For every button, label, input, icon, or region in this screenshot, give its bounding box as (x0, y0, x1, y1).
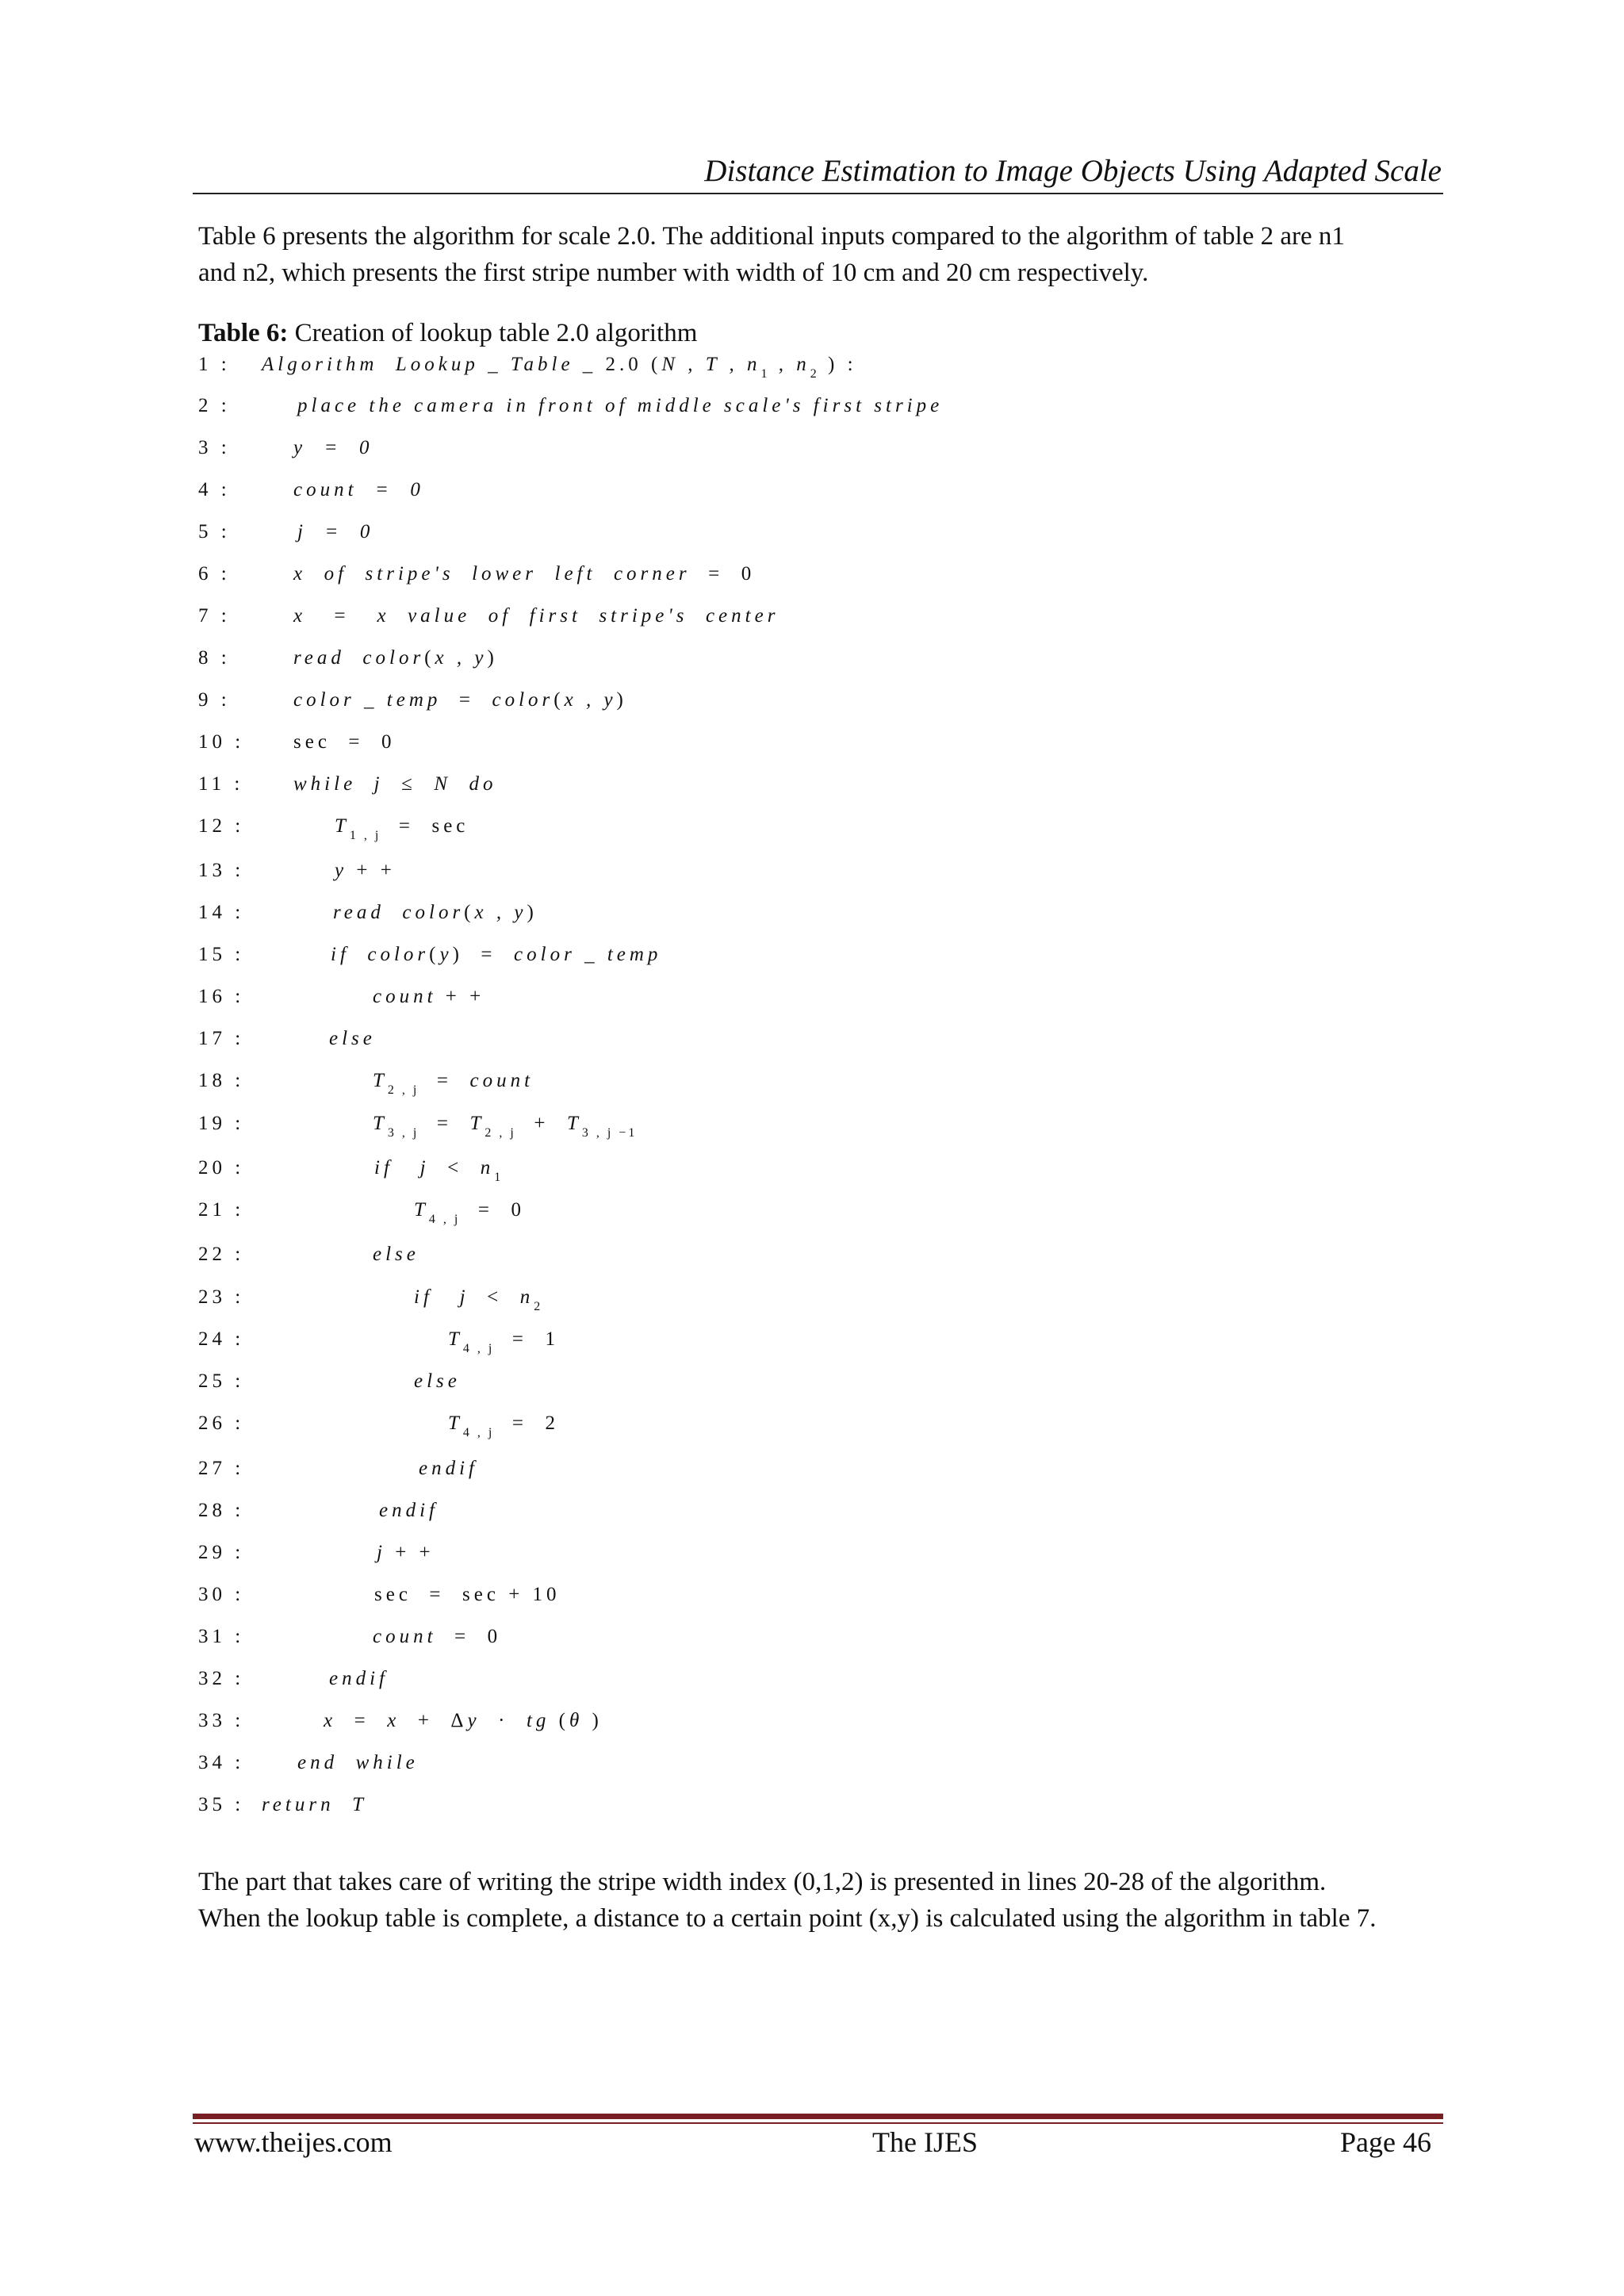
line-code: count = 0 (373, 1626, 502, 1647)
line-code: $T_{4 , j} = 0$ (414, 1199, 525, 1226)
line-number: 27 : (198, 1458, 245, 1479)
line-number: 33 : (198, 1710, 245, 1731)
line-number: 31 : (198, 1626, 245, 1647)
footer-rule-thick (193, 2114, 1443, 2119)
line-code: endif (379, 1500, 439, 1521)
line-code: $T_{4 , j} = 1$ (448, 1328, 559, 1355)
line-code: color _ temp = color(x , y) (293, 689, 627, 711)
line-number: 7 : (198, 605, 231, 627)
intro-line: Table 6 presents the algorithm for scale 2.0. The additional inputs compared to the algorithm of table 2 are n1 (198, 222, 1345, 251)
line-code: count + + (373, 986, 485, 1007)
line-number: 12 : (198, 815, 245, 837)
line-number: 32 : (198, 1668, 245, 1689)
line-code: read color(x , y) (333, 902, 538, 923)
line-code: read color(x , y) (293, 647, 498, 669)
line-code: Algorithm Lookup _ Table _ 2.0 (N , T , $n_1$ , $n_2$ ) : (262, 354, 857, 381)
line-code: while j ≤ N do (293, 773, 497, 795)
line-number: 22 : (198, 1244, 245, 1265)
line-code: sec = 0 (293, 731, 396, 753)
footer-page-number: Page 46 (1340, 2126, 1431, 2158)
line-code: $T_{2 , j}$ = count (373, 1070, 534, 1097)
line-code: $T_{4 , j} = 2$ (448, 1412, 559, 1439)
line-code: $T_{3 , j} = T_{2 , j} + T_{3 , j -1}$ (373, 1113, 638, 1140)
outro-paragraph (198, 1864, 1439, 1937)
line-code: end while (297, 1752, 419, 1773)
footer-website: www.theijes.com (194, 2126, 393, 2158)
line-number: 10 : (198, 731, 245, 753)
footer-journal: The IJES (872, 2126, 978, 2158)
line-number: 11 : (198, 773, 244, 795)
line-number: 3 : (198, 437, 231, 458)
table-caption-label: Table 6: (198, 319, 289, 347)
line-number: 2 : (198, 395, 231, 416)
table-caption (198, 315, 697, 351)
line-code: endif (329, 1668, 389, 1689)
line-number: 17 : (198, 1028, 245, 1049)
line-code: y = 0 (293, 437, 373, 458)
line-number: 29 : (198, 1542, 245, 1563)
line-number: 8 : (198, 647, 231, 669)
line-number: 28 : (198, 1500, 245, 1521)
line-number: 26 : (198, 1412, 245, 1434)
line-code: count = 0 (293, 479, 424, 500)
line-number: 35 : (198, 1794, 245, 1815)
line-code: return T (262, 1794, 367, 1815)
line-code: j = 0 (297, 521, 374, 542)
line-code: x of stripe's lower left corner = 0 (293, 563, 756, 585)
line-number: 23 : (198, 1286, 245, 1308)
line-code: $T_{1 , j} = \sec$ (335, 815, 469, 842)
line-code: x = x value of first stripe's center (293, 605, 779, 627)
line-number: 14 : (198, 902, 245, 923)
line-code: x = x + Δy · tg (θ ) (324, 1710, 603, 1731)
line-code: sec = sec + 10 (374, 1584, 561, 1605)
line-number: 6 : (198, 563, 231, 585)
header-rule (193, 193, 1443, 194)
outro-line: When the lookup table is complete, a distance to a certain point (x,y) is calculated using the algorithm in table 7. (198, 1904, 1377, 1933)
line-code: else (373, 1244, 419, 1265)
line-number: 30 : (198, 1584, 245, 1605)
line-code: endif (419, 1458, 478, 1479)
intro-paragraph (198, 218, 1439, 291)
line-number: 21 : (198, 1199, 245, 1221)
running-title: Distance Estimation to Image Objects Using Adapted Scale (704, 154, 1442, 188)
line-code: else (414, 1370, 461, 1392)
line-code: j + + (377, 1542, 435, 1563)
line-number: 15 : (198, 944, 245, 965)
line-code: y + + (335, 860, 396, 881)
line-number: 5 : (198, 521, 231, 542)
line-number: 24 : (198, 1328, 245, 1350)
line-number: 25 : (198, 1370, 245, 1392)
line-code: place the camera in front of middle scale's first stripe (297, 395, 944, 416)
outro-line: The part that takes care of writing the stripe width index (0,1,2) is presented in lines 20-28 of the algorithm. (198, 1868, 1327, 1896)
intro-line: and n2, which presents the first stripe number with width of 10 cm and 20 cm respectively. (198, 259, 1149, 287)
line-code: if color(y) = color _ temp (331, 944, 662, 965)
line-number: 4 : (198, 479, 231, 500)
line-number: 9 : (198, 689, 231, 711)
line-number: 20 : (198, 1157, 245, 1179)
line-code: if $j < n_1$ (374, 1157, 504, 1184)
line-code: else (329, 1028, 376, 1049)
line-number: 16 : (198, 986, 245, 1007)
line-number: 13 : (198, 860, 245, 881)
line-number: 18 : (198, 1070, 245, 1091)
line-number: 19 : (198, 1113, 245, 1134)
line-number: 34 : (198, 1752, 245, 1773)
table-caption-text: Creation of lookup table 2.0 algorithm (288, 319, 698, 347)
line-number: 1 : (198, 354, 231, 375)
line-code: if $j < n_2$ (414, 1286, 543, 1313)
